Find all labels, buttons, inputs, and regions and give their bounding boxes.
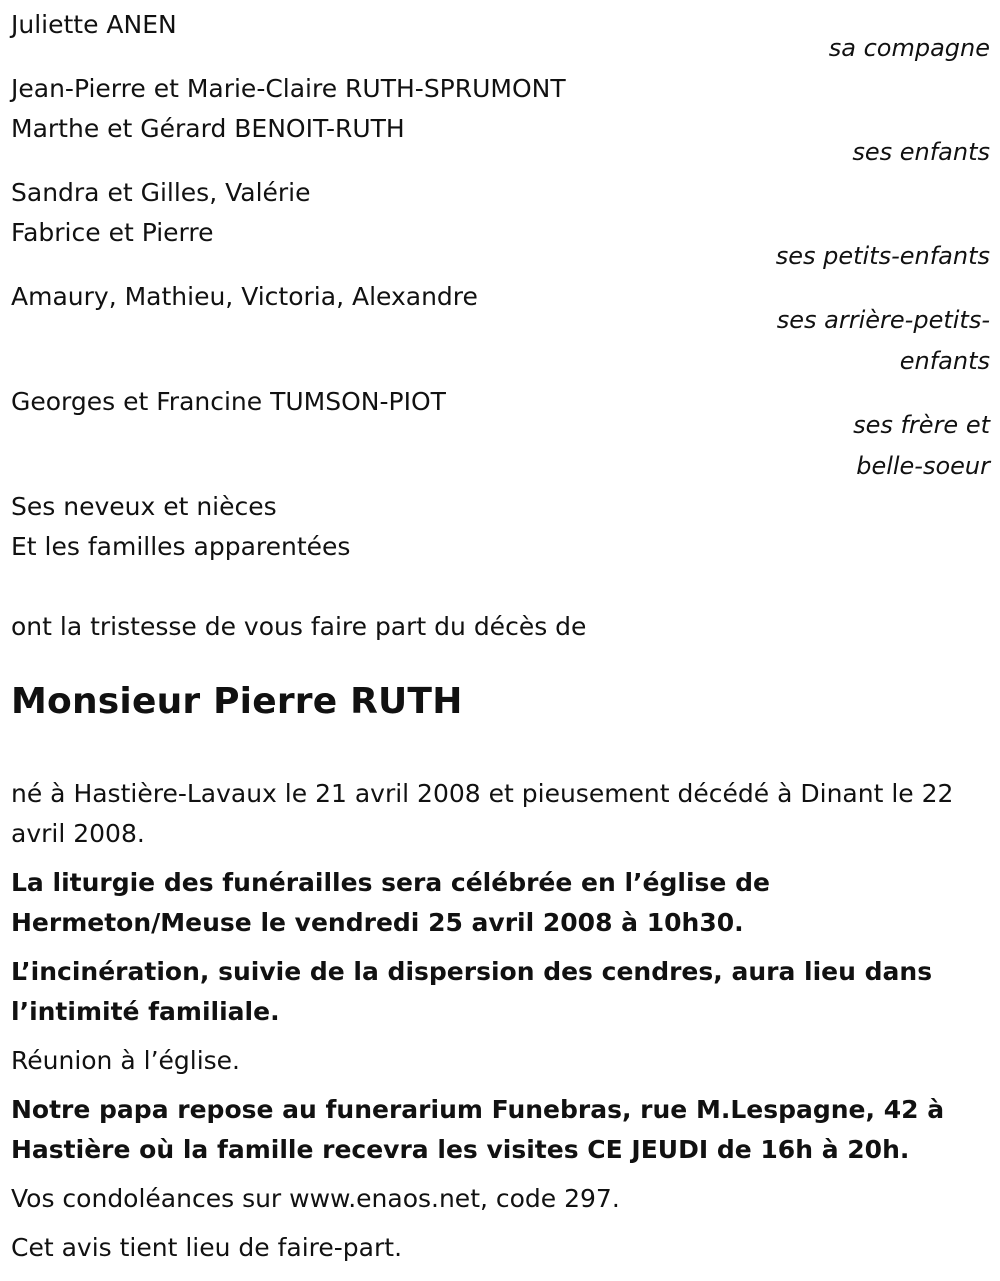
great-grandchild-name: Amaury, Mathieu, Victoria, Alexandre — [11, 282, 478, 311]
grandchild-name: Fabrice et Pierre — [11, 218, 214, 247]
siblings-group — [11, 382, 990, 487]
children-group — [11, 69, 990, 173]
great-grandchildren-group — [11, 277, 990, 382]
great-grandchildren-role-line: ses arrière-petits- — [776, 306, 990, 334]
child-name: Marthe et Gérard BENOIT-RUTH — [11, 114, 405, 143]
birth-death-paragraph: né à Hastière-Lavaux le 21 avril 2008 et pieusement décédé à Dinant le 22 avril 2008. — [11, 779, 954, 848]
companion-role: sa compagne — [828, 34, 990, 62]
cremation-paragraph: L’incinération, suivie de la dispersion des cendres, aura lieu dans l’intimité familiale. — [11, 957, 933, 1026]
companion-name: Juliette ANEN — [11, 10, 177, 39]
visitation-paragraph: Notre papa repose au funerarium Funebras, rue M.Lespagne, 42 à Hastière où la famille recevra les visites CE JEUDI de 16h à 20h. — [11, 1095, 945, 1164]
great-grandchildren-role-line: enfants — [899, 347, 990, 375]
child-name: Jean-Pierre et Marie-Claire RUTH-SPRUMONT — [11, 74, 566, 103]
grandchildren-group — [11, 173, 990, 277]
condolences-paragraph: Vos condoléances sur www.enaos.net, code 297. — [11, 1184, 620, 1213]
companion-group — [11, 0, 990, 69]
sibling-name: Georges et Francine TUMSON-PIOT — [11, 387, 446, 416]
announcement-text: ont la tristesse de vous faire part du décès de — [11, 612, 587, 641]
siblings-role-line: ses frère et — [853, 411, 990, 439]
deceased-name: Monsieur Pierre RUTH — [11, 681, 463, 722]
grandchildren-role: ses petits-enfants — [775, 242, 990, 270]
children-role: ses enfants — [852, 138, 990, 166]
other-relatives-line: Ses neveux et nièces — [11, 492, 277, 521]
other-relatives-line: Et les familles apparentées — [11, 532, 351, 561]
siblings-role-line: belle-soeur — [856, 452, 990, 480]
other-relatives-group — [11, 487, 990, 567]
notice-paragraph: Cet avis tient lieu de faire-part. — [11, 1233, 403, 1262]
grandchild-name: Sandra et Gilles, Valérie — [11, 178, 311, 207]
funeral-paragraph: La liturgie des funérailles sera célébrée en l’église de Hermeton/Meuse le vendredi 25 avril 2008 à 10h30. — [11, 868, 770, 937]
reunion-paragraph: Réunion à l’église. — [11, 1046, 241, 1075]
